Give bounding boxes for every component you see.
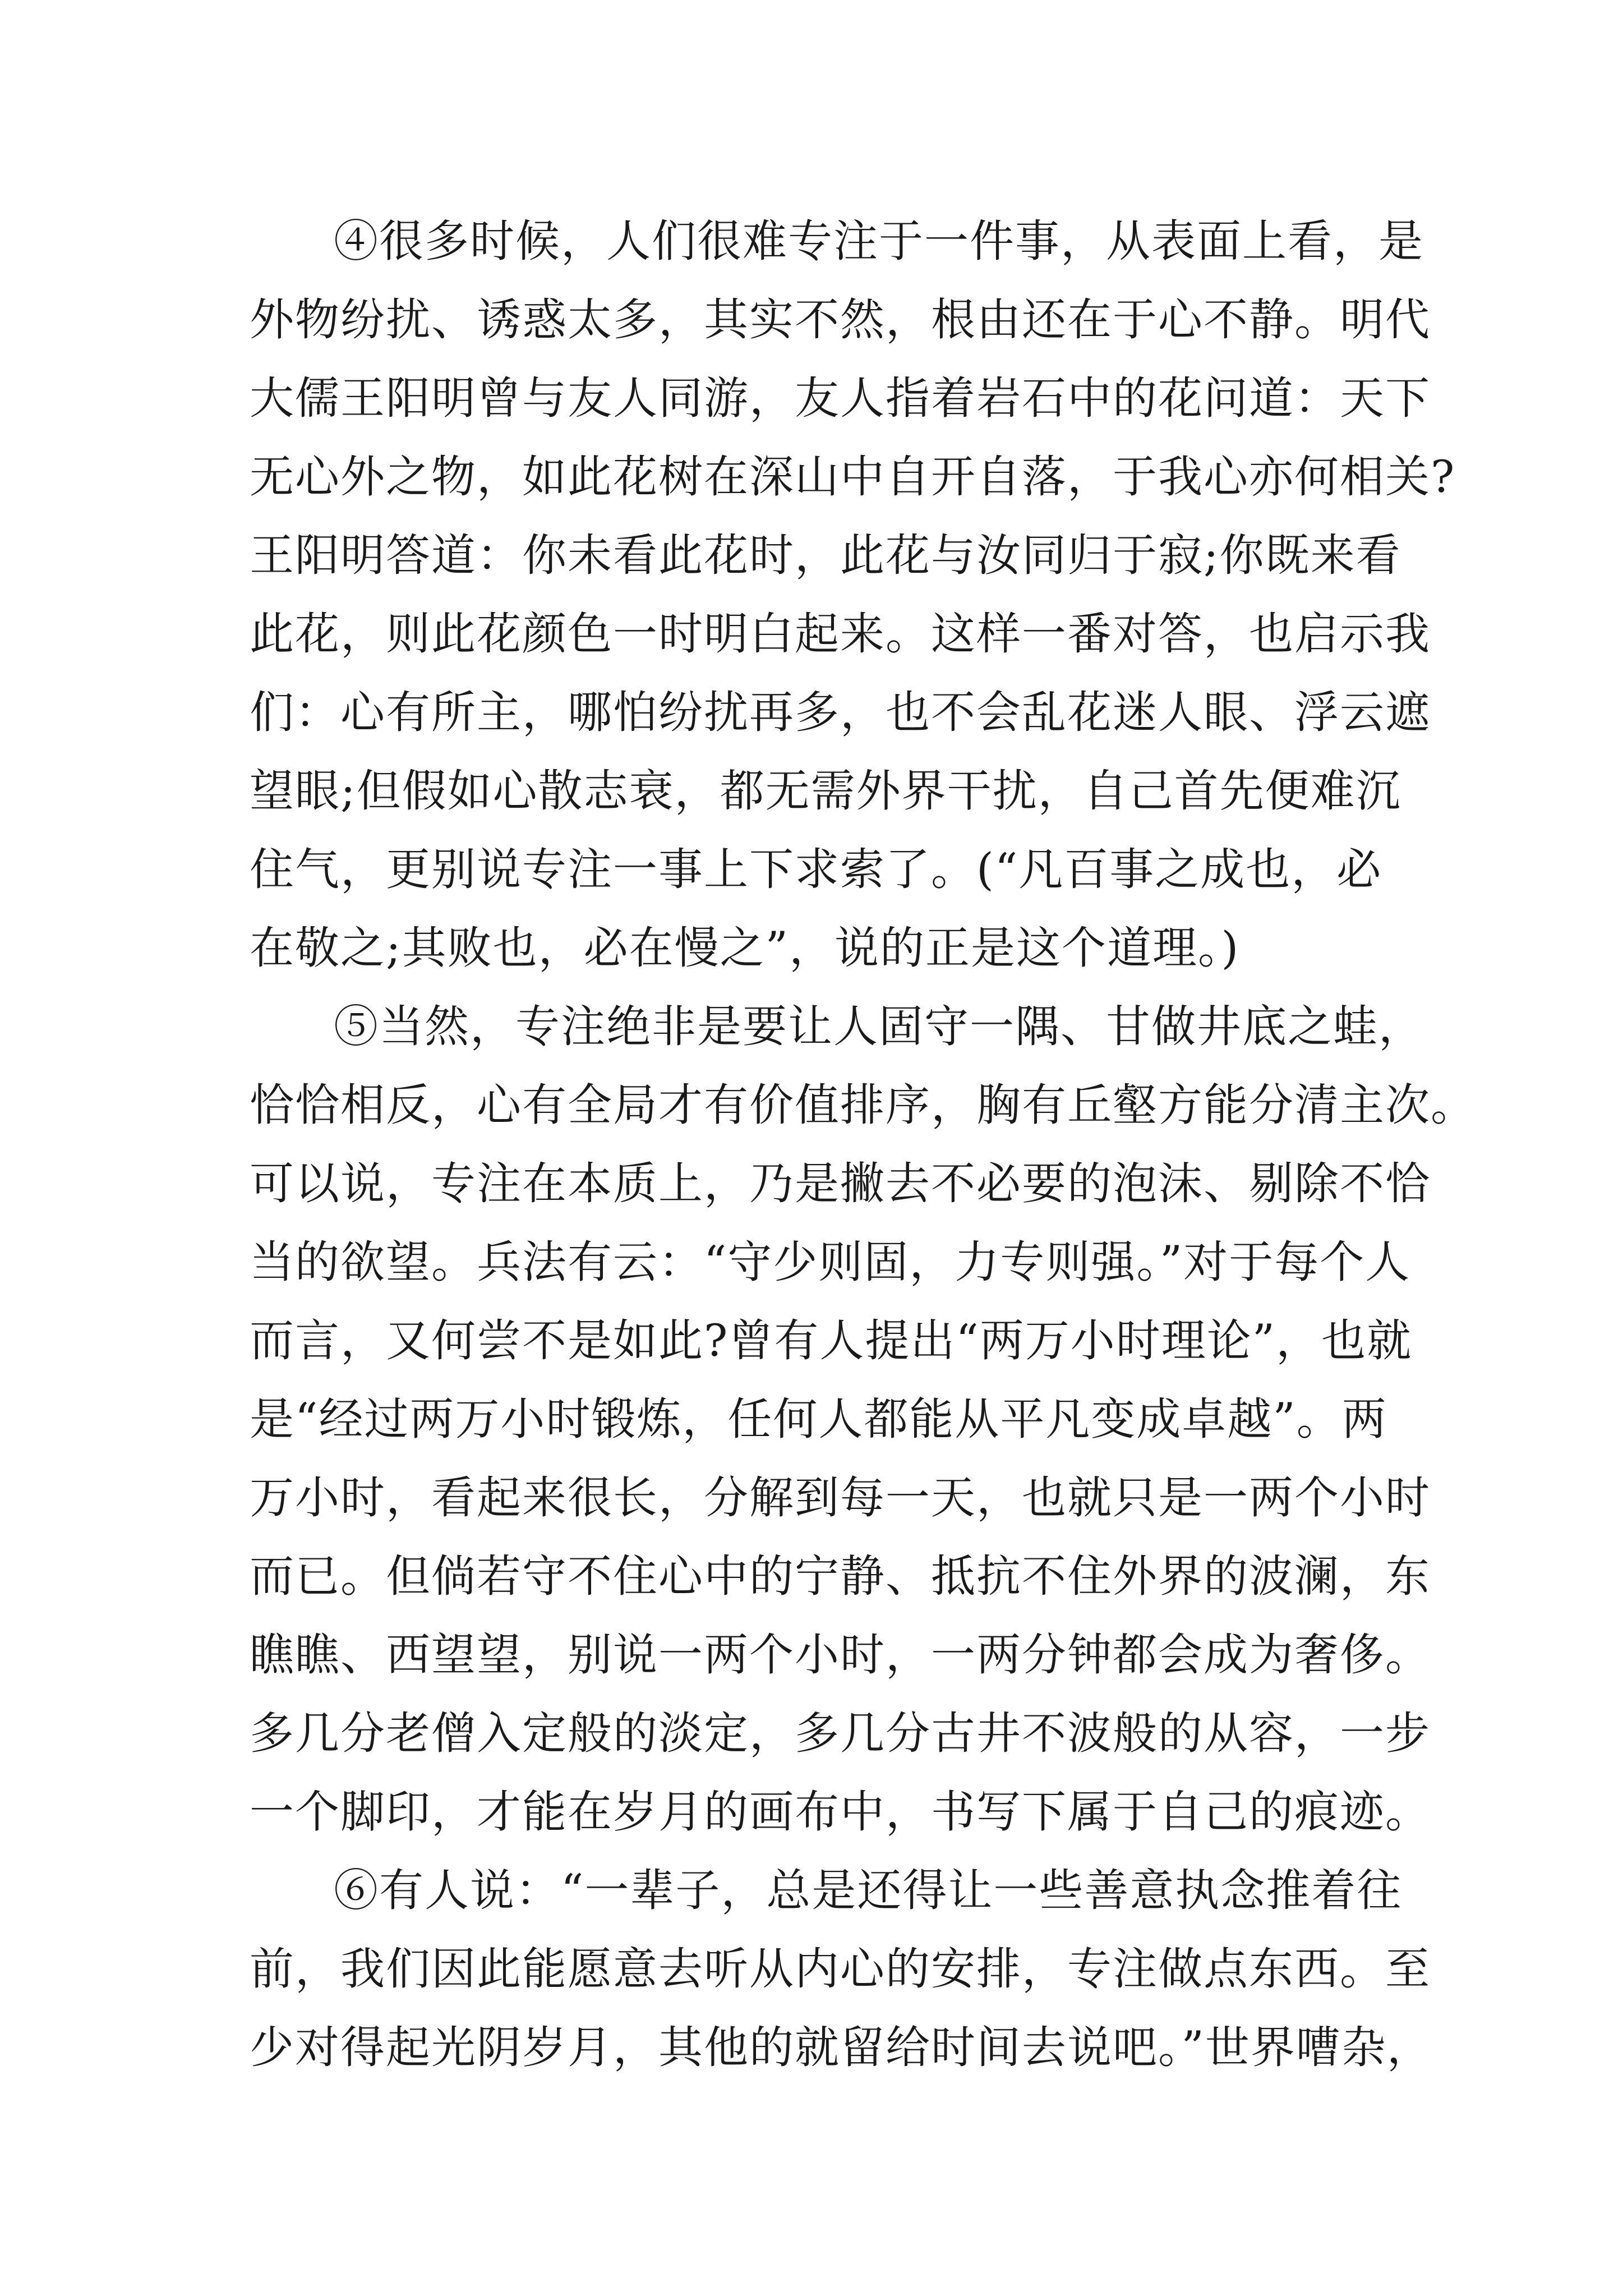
- paragraph-6-line-2: 前，我们因此能愿意去听从内心的安排，专注做点东西。至: [250, 1943, 1431, 1995]
- paragraph-4-line-3: 大儒王阳明曾与友人同游，友人指着岩石中的花问道：天下: [250, 372, 1431, 424]
- paragraph-4-line-5: 王阳明答道：你未看此花时，此花与汝同归于寂;你既来看: [250, 530, 1401, 581]
- paragraph-6-line-1: ⑥有人说：“一辈子，总是还得让一些善意执念推着往: [334, 1865, 1403, 1916]
- paragraph-5-line-3: 可以说，专注在本质上，乃是撇去不必要的泡沫、剔除不恰: [250, 1158, 1431, 1209]
- paragraph-5-line-2: 恰恰相反，心有全局才有价值排序，胸有丘壑方能分清主次。: [250, 1079, 1476, 1131]
- paragraph-5-line-5: 而言，又何尝不是如此?曾有人提出“两万小时理论”，也就: [250, 1315, 1413, 1366]
- paragraph-6-line-3: 少对得起光阴岁月，其他的就留给时间去说吧。”世界嘈杂，: [250, 2022, 1432, 2073]
- paragraph-4-line-1: ④很多时候，人们很难专注于一件事，从表面上看，是: [334, 215, 1424, 267]
- paragraph-5-line-7: 万小时，看起来很长，分解到每一天，也就只是一两个小时: [250, 1472, 1431, 1524]
- paragraph-4-line-9: 住气，更别说专注一事上下求索了。(“凡百事之成也，必: [250, 844, 1382, 895]
- paragraph-4-line-10: 在敬之;其败也，必在慢之”，说的正是这个道理。): [250, 922, 1240, 974]
- paragraph-5-line-6: 是“经过两万小时锻炼，任何人都能从平凡变成卓越”。两: [250, 1393, 1387, 1445]
- paragraph-4-line-2: 外物纷扰、诱惑太多，其实不然，根由还在于心不静。明代: [250, 294, 1431, 346]
- paragraph-5-line-9: 瞧瞧、西望望，别说一两个小时，一两分钟都会成为奢侈。: [250, 1629, 1431, 1681]
- paragraph-5-line-10: 多几分老僧入定般的淡定，多几分古井不波般的从容，一步: [250, 1708, 1431, 1759]
- paragraph-5-line-4: 当的欲望。兵法有云：“守少则固，力专则强。”对于每个人: [250, 1236, 1411, 1288]
- paragraph-5-line-1: ⑤当然，专注绝非是要让人固守一隅、甘做井底之蛙，: [334, 1001, 1424, 1052]
- paragraph-4-line-7: 们：心有所主，哪怕纷扰再多，也不会乱花迷人眼、浮云遮: [250, 687, 1431, 738]
- paragraph-5-line-11: 一个脚印，才能在岁月的画布中，书写下属于自己的痕迹。: [250, 1786, 1431, 1838]
- paragraph-5-line-8: 而已。但倘若守不住心中的宁静、抵抗不住外界的波澜，东: [250, 1550, 1431, 1602]
- paragraph-4-line-6: 此花，则此花颜色一时明白起来。这样一番对答，也启示我: [250, 608, 1431, 660]
- paragraph-4-line-8: 望眼;但假如心散志衰，都无需外界干扰，自己首先便难沉: [250, 765, 1401, 817]
- paragraph-4-line-4: 无心外之物，如此花树在深山中自开自落，于我心亦何相关?: [250, 451, 1456, 503]
